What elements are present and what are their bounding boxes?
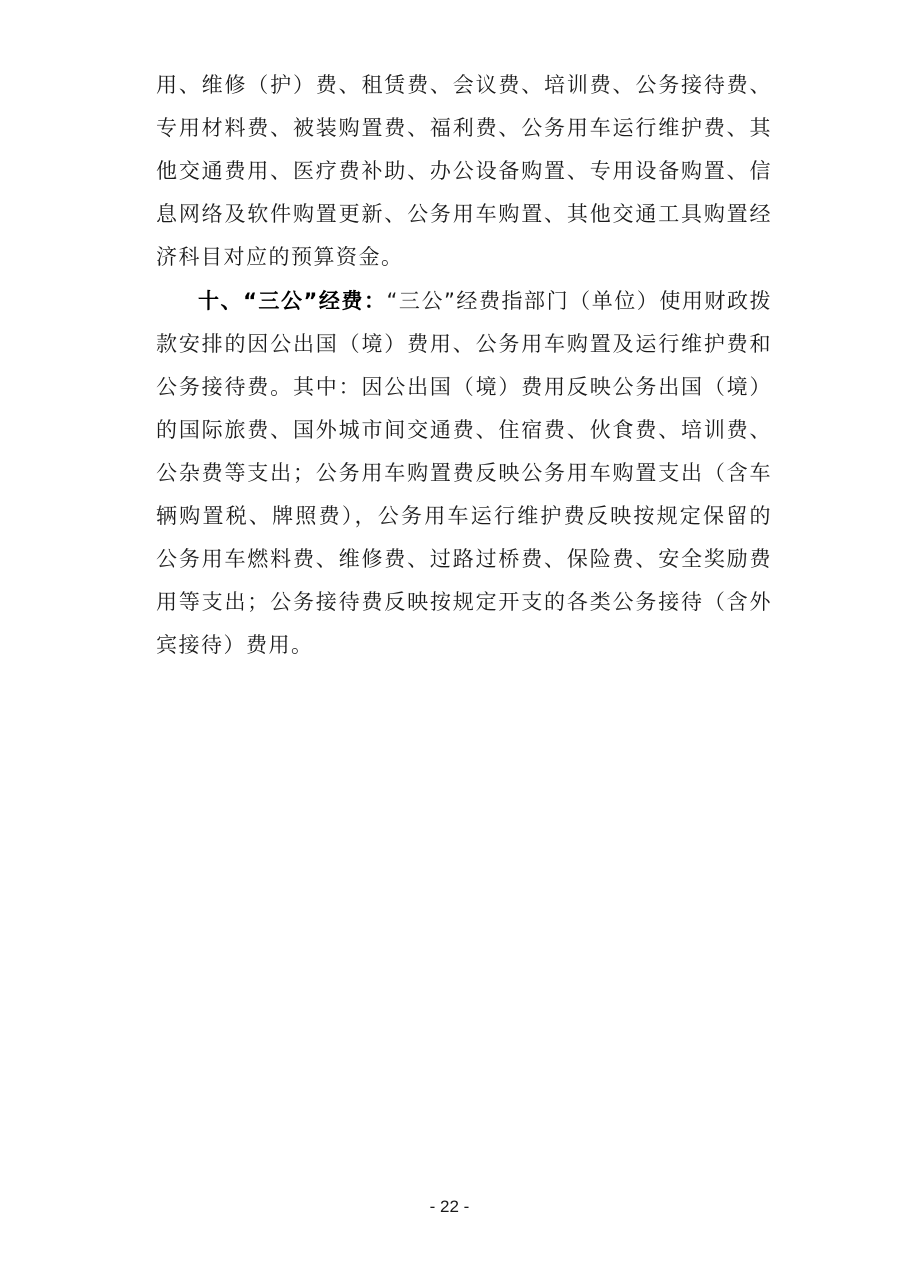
- paragraph-three-public-expenses: [156, 280, 772, 667]
- page-number: - 22 -: [429, 1197, 470, 1216]
- paragraph-expense-items: 用、维修（护）费、租赁费、会议费、培训费、公务接待费、专用材料费、被装购置费、福利费、公务用车运行维护费、其他交通费用、医疗费补助、办公设备购置、专用设备购置、信息网络及软件购置更新、公务用车购置、其他交通工具购置经济科目对应的预算资金。: [156, 73, 772, 269]
- section-heading-three-public-expenses: 十、“三公”经费：: [198, 289, 387, 313]
- section-body-three-public-expenses: “三公”经费指部门（单位）使用财政拨款安排的因公出国（境）费用、公务用车购置及运行维护费和公务接待费。其中：因公出国（境）费用反映公务出国（境）的国际旅费、国外城市间交通费、住宿费、伙食费、培训费、公杂费等支出；公务用车购置费反映公务用车购置支出（含车辆购置税、牌照费），公务用车运行维护费反映按规定保留的公务用车燃料费、维修费、过路过桥费、保险费、安全奖励费用等支出；公务接待费反映按规定开支的各类公务接待（含外宾接待）费用。: [156, 289, 772, 657]
